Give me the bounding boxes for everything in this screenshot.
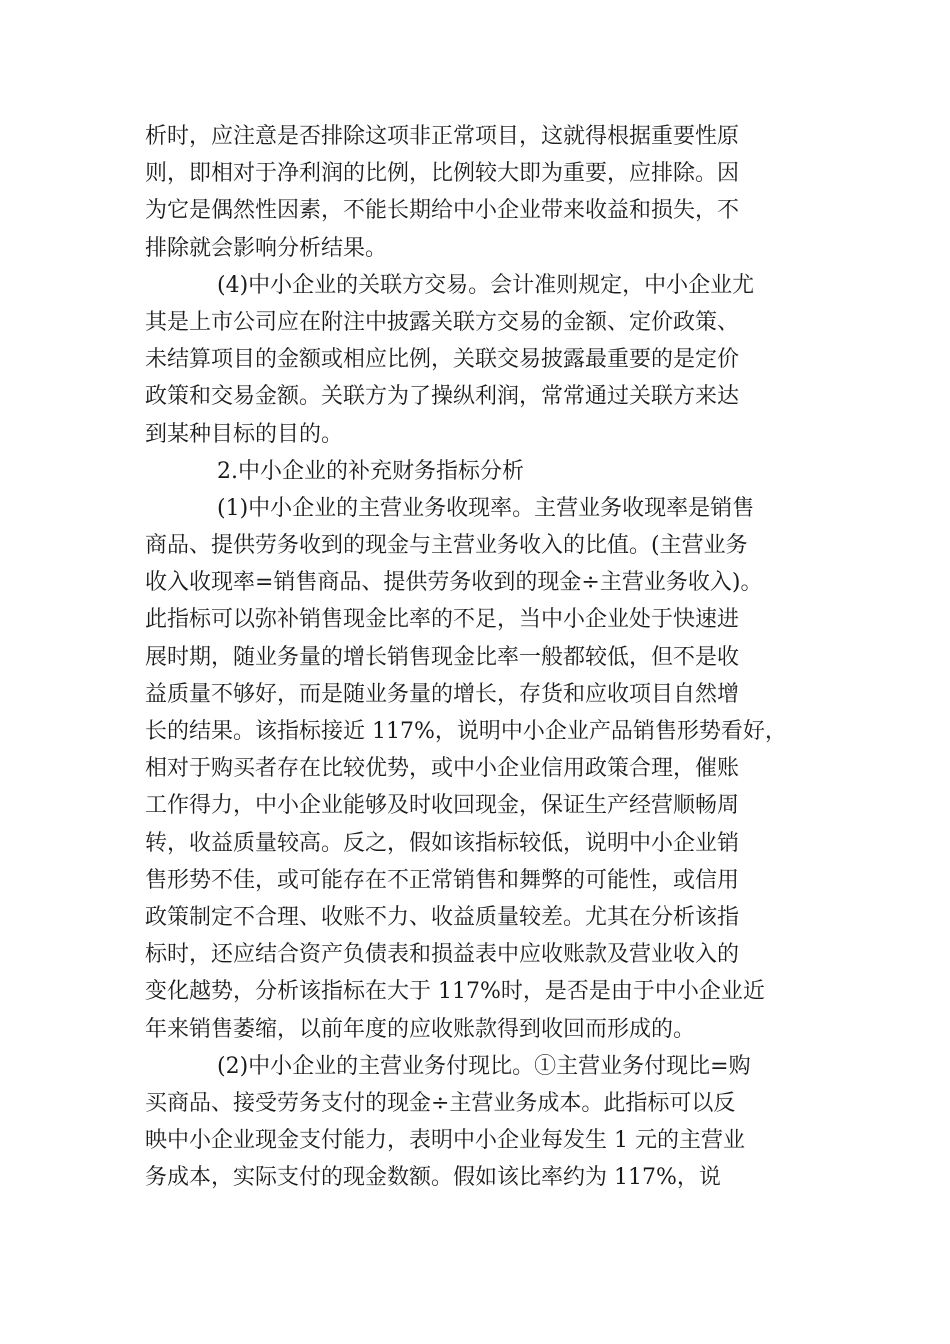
text-line: 政策制定不合理、收账不力、收益质量较差。尤其在分析该指 <box>145 904 740 930</box>
text-line: 收入收现率=销售商品、提供劳务收到的现金÷主营业务收入)。 <box>145 570 763 596</box>
text-line: 政策和交易金额。关联方为了操纵利润，常常通过关联方来达 <box>145 384 740 410</box>
text-line: 益质量不够好，而是随业务量的增长，存货和应收项目自然增 <box>145 681 740 707</box>
text-line: 映中小企业现金支付能力，表明中小企业每发生 1 元的主营业 <box>145 1128 745 1154</box>
text-line: 2.中小企业的补充财务指标分析 <box>217 458 524 484</box>
text-line: (1)中小企业的主营业务收现率。主营业务收现率是销售 <box>217 495 755 521</box>
text-line: 转，收益质量较高。反之，假如该指标较低，说明中小企业销 <box>145 830 740 856</box>
text-line: 到某种目标的目的。 <box>145 421 344 447</box>
text-line: 未结算项目的金额或相应比例，关联交易披露最重要的是定价 <box>145 347 740 373</box>
text-line: 其是上市公司应在附注中披露关联方交易的金额、定价政策、 <box>145 309 740 335</box>
text-line: (4)中小企业的关联方交易。会计准则规定，中小企业尤 <box>217 272 755 298</box>
text-line: 排除就会影响分析结果。 <box>145 235 388 261</box>
text-line: 工作得力，中小企业能够及时收回现金，保证生产经营顺畅周 <box>145 793 740 819</box>
text-line: 相对于购买者存在比较优势，或中小企业信用政策合理，催账 <box>145 756 740 782</box>
text-line: 展时期，随业务量的增长销售现金比率一般都较低，但不是收 <box>145 644 740 670</box>
text-line: 买商品、接受劳务支付的现金÷主营业务成本。此指标可以反 <box>145 1090 736 1116</box>
text-line: 商品、提供劳务收到的现金与主营业务收入的比值。(主营业务 <box>145 533 748 559</box>
text-line: (2)中小企业的主营业务付现比。①主营业务付现比=购 <box>217 1053 751 1079</box>
text-line: 则，即相对于净利润的比例，比例较大即为重要，应排除。因 <box>145 161 740 187</box>
text-line: 务成本，实际支付的现金数额。假如该比率约为 117%，说 <box>145 1165 721 1191</box>
text-line: 为它是偶然性因素，不能长期给中小企业带来收益和损失，不 <box>145 198 740 224</box>
text-line: 析时，应注意是否排除这项非正常项目，这就得根据重要性原 <box>145 124 740 149</box>
text-line: 售形势不佳，或可能存在不正常销售和舞弊的可能性，或信用 <box>145 867 740 893</box>
text-line: 长的结果。该指标接近 117%，说明中小企业产品销售形势看好， <box>145 719 787 744</box>
text-line: 此指标可以弥补销售现金比率的不足，当中小企业处于快速进 <box>145 607 740 633</box>
text-line: 标时，还应结合资产负债表和损益表中应收账款及营业收入的 <box>145 942 740 968</box>
document-body <box>145 118 805 1196</box>
text-line: 变化越势，分析该指标在大于 117%时，是否是由于中小企业近 <box>145 979 765 1005</box>
text-line: 年来销售萎缩，以前年度的应收账款得到收回而形成的。 <box>145 1016 696 1042</box>
